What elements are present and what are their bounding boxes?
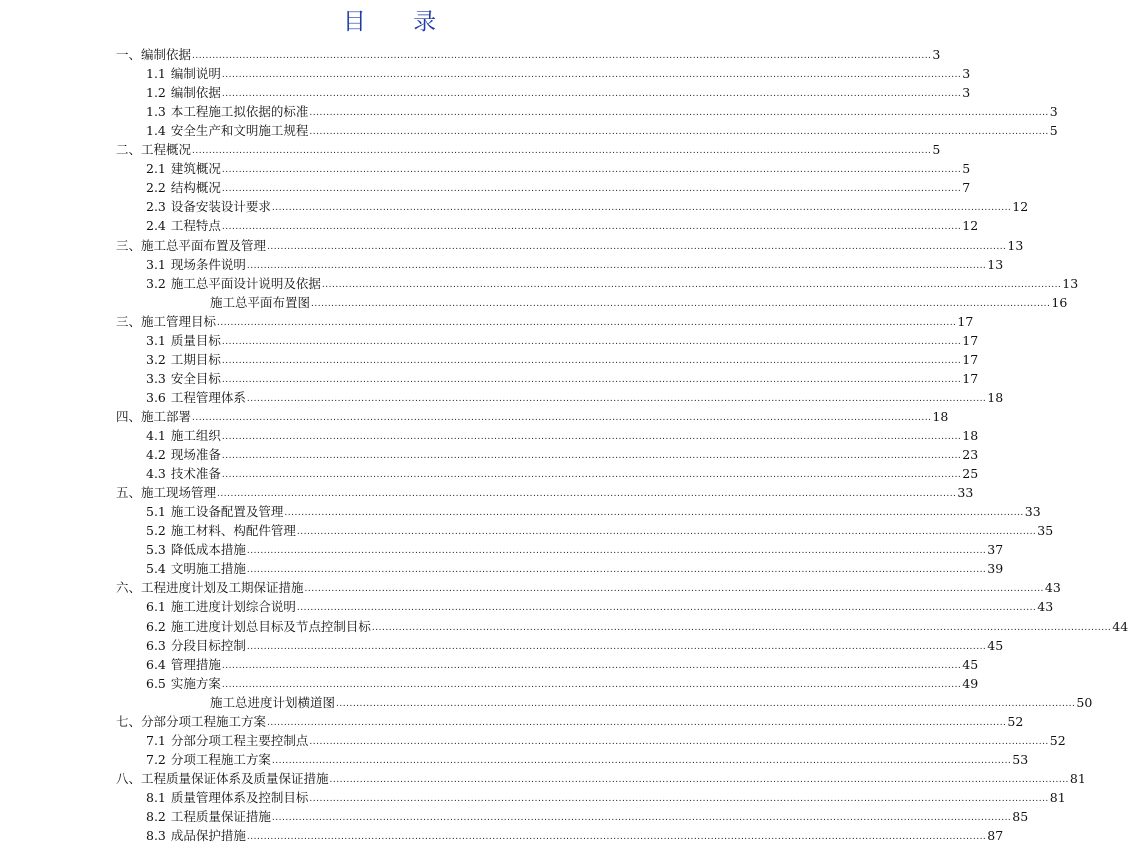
dot-leader: ............................................................................................................................................................................................................................ xyxy=(221,165,962,176)
toc-entry-text: 本工程施工拟依据的标准 xyxy=(170,104,309,120)
toc-entry-label xyxy=(146,218,221,234)
dot-leader: ............................................................................................................................................................................................................................ xyxy=(246,832,987,843)
toc-entry-text: 工程管理体系 xyxy=(170,389,246,405)
dot-leader: ............................................................................................................................................................................................................................ xyxy=(309,127,1049,138)
toc-entry-number: 二、 xyxy=(116,142,142,158)
toc-entry[interactable] xyxy=(116,235,1024,254)
toc-entry[interactable] xyxy=(146,368,979,387)
dot-leader: ............................................................................................................................................................................................................................ xyxy=(284,508,1024,519)
toc-entry-page: 45 xyxy=(962,656,979,672)
toc-entry[interactable] xyxy=(116,311,974,330)
toc-entry-text: 施工总平面设计说明及依据 xyxy=(170,275,321,291)
toc-entry-number: 3.6 xyxy=(146,389,166,405)
toc-entry[interactable] xyxy=(116,711,1024,730)
dot-leader: ............................................................................................................................................................................................................................ xyxy=(221,355,962,366)
toc-entry-label xyxy=(146,390,246,406)
toc-entry-number: 1.4 xyxy=(146,123,166,139)
toc-entry-number: 7.2 xyxy=(146,751,166,767)
toc-entry-label xyxy=(210,695,335,711)
toc-entry-text: 施工总进度计划横道图 xyxy=(210,694,336,710)
toc-entry-text: 施工组织 xyxy=(170,428,221,443)
toc-entry-label xyxy=(146,447,221,463)
toc-title: 目 录 xyxy=(342,9,457,35)
toc-entry[interactable] xyxy=(146,463,979,482)
toc-entry-label xyxy=(116,714,266,730)
toc-entry[interactable] xyxy=(146,330,979,349)
dot-leader: ............................................................................................................................................................................................................................ xyxy=(246,393,987,404)
toc-entry-number: 五、 xyxy=(116,485,142,501)
toc-entry-page: 18 xyxy=(962,428,979,443)
dot-leader: ............................................................................................................................................................................................................................ xyxy=(267,241,1007,252)
toc-entry-page: 5 xyxy=(962,161,971,177)
toc-entry[interactable] xyxy=(146,558,1004,577)
dot-leader: ............................................................................................................................................................................................................................ xyxy=(271,755,1012,766)
toc-entry-number: 8.2 xyxy=(146,809,166,824)
dot-leader: ............................................................................................................................................................................................................................ xyxy=(246,260,987,271)
dot-leader: ............................................................................................................................................................................................................................ xyxy=(246,546,987,557)
toc-entry-page: 5 xyxy=(932,142,941,158)
toc-entry-number: 3.2 xyxy=(146,351,166,367)
toc-entry-number: 6.2 xyxy=(146,618,166,634)
toc-entry-number: 8.1 xyxy=(146,789,166,805)
toc-entry-label xyxy=(146,828,246,844)
toc-entry[interactable] xyxy=(116,482,974,501)
toc-entry-page: 17 xyxy=(962,332,979,348)
dot-leader: ............................................................................................................................................................................................................................ xyxy=(221,374,962,385)
toc-entry-page: 53 xyxy=(1012,751,1029,767)
toc-entry[interactable] xyxy=(146,501,1041,520)
toc-entry-number: 4.3 xyxy=(146,466,166,482)
dot-leader: ............................................................................................................................................................................................................................ xyxy=(221,432,962,442)
dot-leader: ............................................................................................................................................................................................................................ xyxy=(221,184,962,195)
toc-entry-label xyxy=(146,199,271,215)
toc-entry-page: 25 xyxy=(962,466,979,482)
toc-entry-page: 33 xyxy=(957,485,974,501)
dot-leader: ............................................................................................................................................................................................................................ xyxy=(221,336,962,347)
toc-entry-text: 施工总平面布置及管理 xyxy=(141,237,267,253)
dot-leader: ............................................................................................................................................................................................................................ xyxy=(221,70,962,81)
toc-entry-label xyxy=(116,771,329,787)
toc-entry-label xyxy=(116,409,191,425)
toc-entry-text: 建筑概况 xyxy=(170,161,221,177)
toc-entry-text: 工程特点 xyxy=(170,218,221,234)
toc-entry[interactable] xyxy=(146,196,1029,215)
toc-entry[interactable] xyxy=(146,596,1054,615)
toc-entry-number: 3.2 xyxy=(146,275,166,291)
toc-entry-page: 33 xyxy=(1024,504,1041,520)
toc-entry-page: 18 xyxy=(932,408,949,424)
toc-entry-text: 施工设备配置及管理 xyxy=(170,504,284,520)
toc-entry[interactable] xyxy=(210,692,1093,711)
toc-entry-text: 安全目标 xyxy=(170,370,221,386)
toc-entry-text: 技术准备 xyxy=(170,466,221,482)
toc-entry-page: 52 xyxy=(1049,732,1066,748)
toc-entry-page: 43 xyxy=(1037,599,1054,615)
toc-entry-text: 工程进度计划及工期保证措施 xyxy=(141,580,304,596)
toc-entry-label xyxy=(146,542,246,558)
toc-entry-page: 87 xyxy=(987,828,1004,844)
toc-entry-text: 现场条件说明 xyxy=(170,256,246,272)
toc-entry-text: 管理措施 xyxy=(170,656,221,672)
toc-entry-number: 四、 xyxy=(116,408,142,424)
toc-entry-number: 2.2 xyxy=(146,180,166,196)
toc-entry-text: 工程概况 xyxy=(141,142,192,158)
dot-leader: ............................................................................................................................................................................................................................ xyxy=(217,317,957,328)
toc-entry-page: 7 xyxy=(962,180,971,196)
toc-entry-label xyxy=(116,485,216,501)
toc-entry-page: 23 xyxy=(962,447,979,463)
dot-leader: ............................................................................................................................................................................................................................ xyxy=(221,470,962,481)
dot-leader: ............................................................................................................................................................................................................................ xyxy=(311,298,1051,309)
toc-entry-text: 成品保护措施 xyxy=(170,828,246,844)
toc-entry[interactable] xyxy=(146,120,1058,139)
toc-entry-text: 施工进度计划总目标及节点控制目标 xyxy=(170,618,371,634)
toc-entry-label xyxy=(116,142,191,158)
toc-entry-page: 3 xyxy=(932,47,941,62)
toc-entry-text: 施工部署 xyxy=(141,408,192,424)
toc-entry-number: 5.3 xyxy=(146,542,166,558)
toc-entry-label xyxy=(146,619,371,635)
toc-entry-number: 3.3 xyxy=(146,370,166,386)
toc-entry-page: 49 xyxy=(962,675,979,691)
toc-entry-number: 4.1 xyxy=(146,428,166,443)
toc-entry-label xyxy=(146,657,221,673)
toc-entry[interactable] xyxy=(146,520,1054,539)
toc-entry-page: 12 xyxy=(1012,199,1029,215)
toc-entry-label xyxy=(146,257,246,273)
toc-entry-number: 2.1 xyxy=(146,161,166,177)
toc-entry-page: 50 xyxy=(1076,694,1093,710)
toc-entry-label xyxy=(146,561,246,577)
toc-entry[interactable] xyxy=(116,44,941,63)
toc-entry-page: 17 xyxy=(957,313,974,329)
toc-entry-page: 3 xyxy=(962,85,971,101)
toc-entry[interactable] xyxy=(210,292,1068,311)
dot-leader: ............................................................................................................................................................................................................................ xyxy=(192,412,932,423)
toc-entry-label xyxy=(146,123,308,139)
toc-entry-number: 8.3 xyxy=(146,828,166,844)
dot-leader: ............................................................................................................................................................................................................................ xyxy=(217,489,957,500)
toc-entry-label xyxy=(146,733,308,749)
toc-entry[interactable] xyxy=(116,768,1086,787)
toc-entry-text: 结构概况 xyxy=(170,180,221,196)
dot-leader: ............................................................................................................................................................................................................................ xyxy=(296,527,1037,538)
dot-leader: ............................................................................................................................................................................................................................ xyxy=(271,813,1012,823)
toc-entry-number: 5.2 xyxy=(146,523,166,539)
toc-entry-label xyxy=(146,428,221,444)
toc-entry[interactable] xyxy=(146,673,979,692)
toc-entry-text: 文明施工措施 xyxy=(170,561,246,577)
toc-entry[interactable] xyxy=(116,139,941,158)
toc-entry-number: 6.3 xyxy=(146,637,166,653)
dot-leader: ............................................................................................................................................................................................................................ xyxy=(371,622,1112,633)
toc-entry-number: 3.1 xyxy=(146,332,166,348)
toc-entry-page: 45 xyxy=(987,637,1004,653)
toc-entry-label xyxy=(116,47,191,63)
dot-leader: ............................................................................................................................................................................................................................ xyxy=(221,89,962,100)
toc-entry-label xyxy=(146,371,221,387)
toc-entry-text: 安全生产和文明施工规程 xyxy=(170,123,309,139)
toc-entry-number: 三、 xyxy=(116,313,142,329)
toc-entry-text: 编制说明 xyxy=(170,66,221,82)
toc-entry-text: 质量目标 xyxy=(170,332,221,348)
toc-entry[interactable] xyxy=(146,444,979,463)
toc-entry-text: 编制依据 xyxy=(141,47,192,62)
toc-entry-text: 分部分项工程施工方案 xyxy=(141,713,267,729)
dot-leader: ............................................................................................................................................................................................................................ xyxy=(192,146,932,157)
toc-entry-text: 施工现场管理 xyxy=(141,485,217,501)
toc-entry[interactable] xyxy=(116,406,949,425)
dot-leader: ............................................................................................................................................................................................................................ xyxy=(271,203,1012,214)
toc-entry-label xyxy=(146,790,308,806)
toc-entry[interactable] xyxy=(146,654,979,673)
toc-entry-text: 实施方案 xyxy=(170,675,221,691)
dot-leader: ............................................................................................................................................................................................................................ xyxy=(336,698,1076,709)
toc-entry-label xyxy=(146,676,221,692)
toc-entry-number: 2.4 xyxy=(146,218,166,234)
toc-entry-label xyxy=(146,276,321,292)
toc-entry-page: 17 xyxy=(962,351,979,367)
toc-entry-number: 5.4 xyxy=(146,561,166,577)
toc-entry-page: 3 xyxy=(962,66,971,82)
toc-entry[interactable] xyxy=(146,539,1004,558)
toc-entry-text: 降低成本措施 xyxy=(170,542,246,558)
toc-entry-text: 分段目标控制 xyxy=(170,637,246,653)
dot-leader: ............................................................................................................................................................................................................................ xyxy=(267,717,1007,728)
toc-entry-label xyxy=(146,180,221,196)
toc-entry-label xyxy=(146,66,221,82)
toc-entry-text: 施工材料、构配件管理 xyxy=(170,523,296,539)
dot-leader: ............................................................................................................................................................................................................................ xyxy=(221,451,962,462)
toc-entry[interactable] xyxy=(146,101,1058,120)
dot-leader: ............................................................................................................................................................................................................................ xyxy=(309,793,1049,804)
toc-entry-text: 设备安装设计要求 xyxy=(170,199,271,215)
toc-entry-label xyxy=(146,504,283,520)
toc-entry-number: 三、 xyxy=(116,237,142,253)
toc-entry-label xyxy=(146,752,271,768)
toc-entry[interactable] xyxy=(146,425,979,444)
toc-entry-text: 现场准备 xyxy=(170,447,221,463)
toc-entry[interactable] xyxy=(146,635,1004,654)
toc-entry-number: 2.3 xyxy=(146,199,166,215)
toc-entry-page: 81 xyxy=(1049,789,1066,805)
toc-entry[interactable] xyxy=(146,730,1066,749)
toc-entry-label xyxy=(146,466,221,482)
dot-leader: ............................................................................................................................................................................................................................ xyxy=(304,584,1044,595)
toc-entry-page: 13 xyxy=(1007,237,1024,253)
dot-leader: ............................................................................................................................................................................................................................ xyxy=(221,679,962,690)
toc-entry[interactable] xyxy=(146,177,971,196)
toc-entry-label xyxy=(146,85,221,101)
toc-entry[interactable] xyxy=(146,616,1128,635)
dot-leader: ............................................................................................................................................................................................................................ xyxy=(246,565,987,576)
toc-entry-label xyxy=(146,809,271,825)
toc-entry-page: 85 xyxy=(1012,809,1029,824)
toc-entry[interactable] xyxy=(146,215,979,234)
toc-entry-page: 13 xyxy=(1062,275,1079,291)
toc-entry-text: 分项工程施工方案 xyxy=(170,751,271,767)
dot-leader: ............................................................................................................................................................................................................................ xyxy=(221,222,962,233)
toc-entry-number: 6.5 xyxy=(146,675,166,691)
toc-entry-page: 5 xyxy=(1049,123,1058,139)
dot-leader: ............................................................................................................................................................................................................................ xyxy=(221,660,962,671)
toc-entry-page: 13 xyxy=(987,256,1004,272)
dot-leader: ............................................................................................................................................................................................................................ xyxy=(309,108,1049,119)
toc-entry[interactable] xyxy=(146,158,971,177)
toc-entry-label xyxy=(146,523,296,539)
toc-entry-number: 1.2 xyxy=(146,85,166,101)
dot-leader: ............................................................................................................................................................................................................................ xyxy=(192,51,932,61)
toc-entry-number: 7.1 xyxy=(146,732,166,748)
toc-entry-page: 39 xyxy=(987,561,1004,577)
toc-entry-label xyxy=(146,104,308,120)
toc-entry[interactable] xyxy=(146,63,971,82)
toc-entry-label xyxy=(210,295,310,311)
toc-entry-text: 工期目标 xyxy=(170,351,221,367)
toc-entry-number: 1.1 xyxy=(146,66,166,82)
toc-entry[interactable] xyxy=(146,749,1029,768)
toc-entry-number: 七、 xyxy=(116,713,142,729)
toc-entry-number: 八、 xyxy=(116,770,142,786)
toc-entry-text: 工程质量保证体系及质量保证措施 xyxy=(141,770,329,786)
toc-entry-text: 工程质量保证措施 xyxy=(170,809,271,824)
toc-entry-page: 17 xyxy=(962,370,979,386)
toc-entry-number: 6.4 xyxy=(146,656,166,672)
toc-entry-text: 分部分项工程主要控制点 xyxy=(170,732,309,748)
toc-entry-label xyxy=(146,599,296,615)
toc-entry-page: 37 xyxy=(987,542,1004,558)
dot-leader: ............................................................................................................................................................................................................................ xyxy=(309,736,1049,747)
toc-entry-number: 5.1 xyxy=(146,504,166,520)
dot-leader: ............................................................................................................................................................................................................................ xyxy=(329,774,1069,785)
toc-entry[interactable] xyxy=(146,349,979,368)
toc-entry[interactable] xyxy=(146,254,1004,273)
toc-entry-label xyxy=(146,333,221,349)
dot-leader: ............................................................................................................................................................................................................................ xyxy=(321,279,1062,290)
toc-entry-number: 4.2 xyxy=(146,447,166,463)
toc-entry-page: 12 xyxy=(962,218,979,234)
toc-entry-page: 3 xyxy=(1049,104,1058,120)
toc-entry-number: 6.1 xyxy=(146,599,166,615)
toc-entry[interactable] xyxy=(146,787,1066,806)
toc-entry-number: 六、 xyxy=(116,580,142,596)
toc-entry[interactable] xyxy=(146,387,1004,406)
toc-entry-page: 52 xyxy=(1007,713,1024,729)
toc-entry-number: 1.3 xyxy=(146,104,166,120)
toc-entry-label xyxy=(146,161,221,177)
toc-entry[interactable] xyxy=(146,806,1029,825)
toc-entry-label xyxy=(146,352,221,368)
toc-entry-label xyxy=(116,238,266,254)
toc-entry-page: 16 xyxy=(1051,294,1068,310)
toc-entry-text: 质量管理体系及控制目标 xyxy=(170,789,309,805)
toc-entry[interactable] xyxy=(146,273,1079,292)
toc-entry-text: 施工进度计划综合说明 xyxy=(170,599,296,615)
toc-entry-page: 81 xyxy=(1069,770,1086,786)
toc-entry-page: 43 xyxy=(1044,580,1061,596)
toc-entry[interactable] xyxy=(146,825,1004,844)
toc-entry-text: 施工总平面布置图 xyxy=(210,294,311,310)
toc-entry-label xyxy=(116,314,216,330)
toc-entry-page: 35 xyxy=(1037,523,1054,539)
dot-leader: ............................................................................................................................................................................................................................ xyxy=(246,641,987,652)
toc-entry[interactable] xyxy=(146,82,971,101)
toc-entry-label xyxy=(116,580,304,596)
toc-entry-number: 一、 xyxy=(116,47,142,62)
toc-entry[interactable] xyxy=(116,577,1061,596)
toc-entry-page: 44 xyxy=(1112,618,1128,634)
toc-entry-text: 编制依据 xyxy=(170,85,221,101)
toc-entry-label xyxy=(146,638,246,654)
toc-entry-number: 3.1 xyxy=(146,256,166,272)
toc-entry-text: 施工管理目标 xyxy=(141,313,217,329)
toc-entry-page: 18 xyxy=(987,389,1004,405)
dot-leader: ............................................................................................................................................................................................................................ xyxy=(296,603,1037,614)
